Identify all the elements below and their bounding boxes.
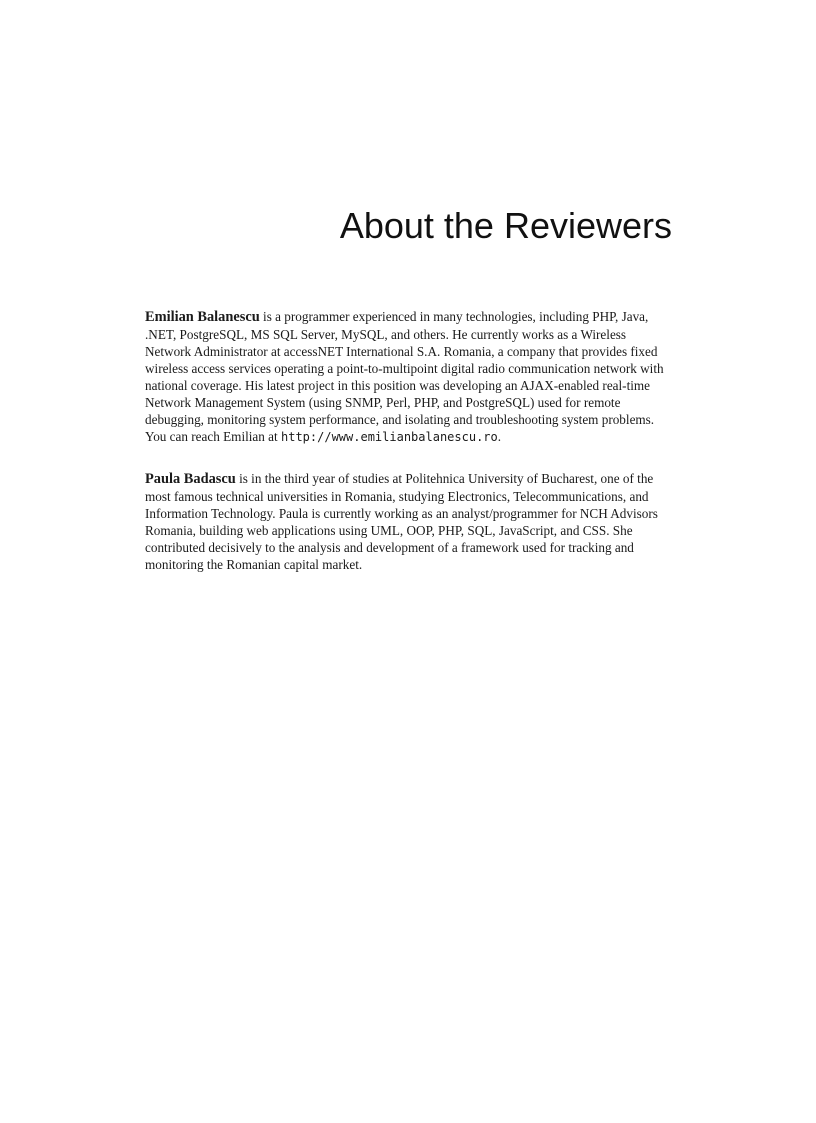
reviewer-bio-emilian — [145, 308, 673, 446]
reviewer-bio-paula — [145, 470, 673, 573]
reviewer-name: Emilian Balanescu — [145, 309, 260, 325]
reviewer-bio-end: . — [497, 429, 502, 444]
reviewer-name: Paula Badascu — [145, 471, 236, 487]
reviewer-bio-text: is in the third year of studies at Politehnica University of Bucharest, one of the most famous technical universities in Romania, studying Electronics, Telecommunications, and Information Technology. Paula is currently working as an analyst/programmer for NCH Advisors Romania, building web applications using UML, OOP, PHP, SQL, JavaScript, and CSS. She contributed decisively to the analysis and development of a framework used for tracking and monitoring the Romanian capital market. — [145, 471, 658, 572]
reviewer-url: http://www.emilianbalanescu.ro — [281, 430, 498, 444]
page-title: About the Reviewers — [339, 205, 672, 246]
reviewer-bio-text: is a programmer experienced in many technologies, including PHP, Java, .NET, PostgreSQL, MS SQL Server, MySQL, and others. He currently works as a Wireless Network Administrator at accessNET International S.A. Romania, a company that provides fixed wireless access services operating a point-to-multipoint digital radio communication network with national coverage. His latest project in this position was developing an AJAX-enabled real-time Network Management System (using SNMP, Perl, PHP, and PostgreSQL) used for remote debugging, monitoring system performance, and isolating and troubleshooting system problems. You can reach Emilian at — [145, 309, 664, 444]
